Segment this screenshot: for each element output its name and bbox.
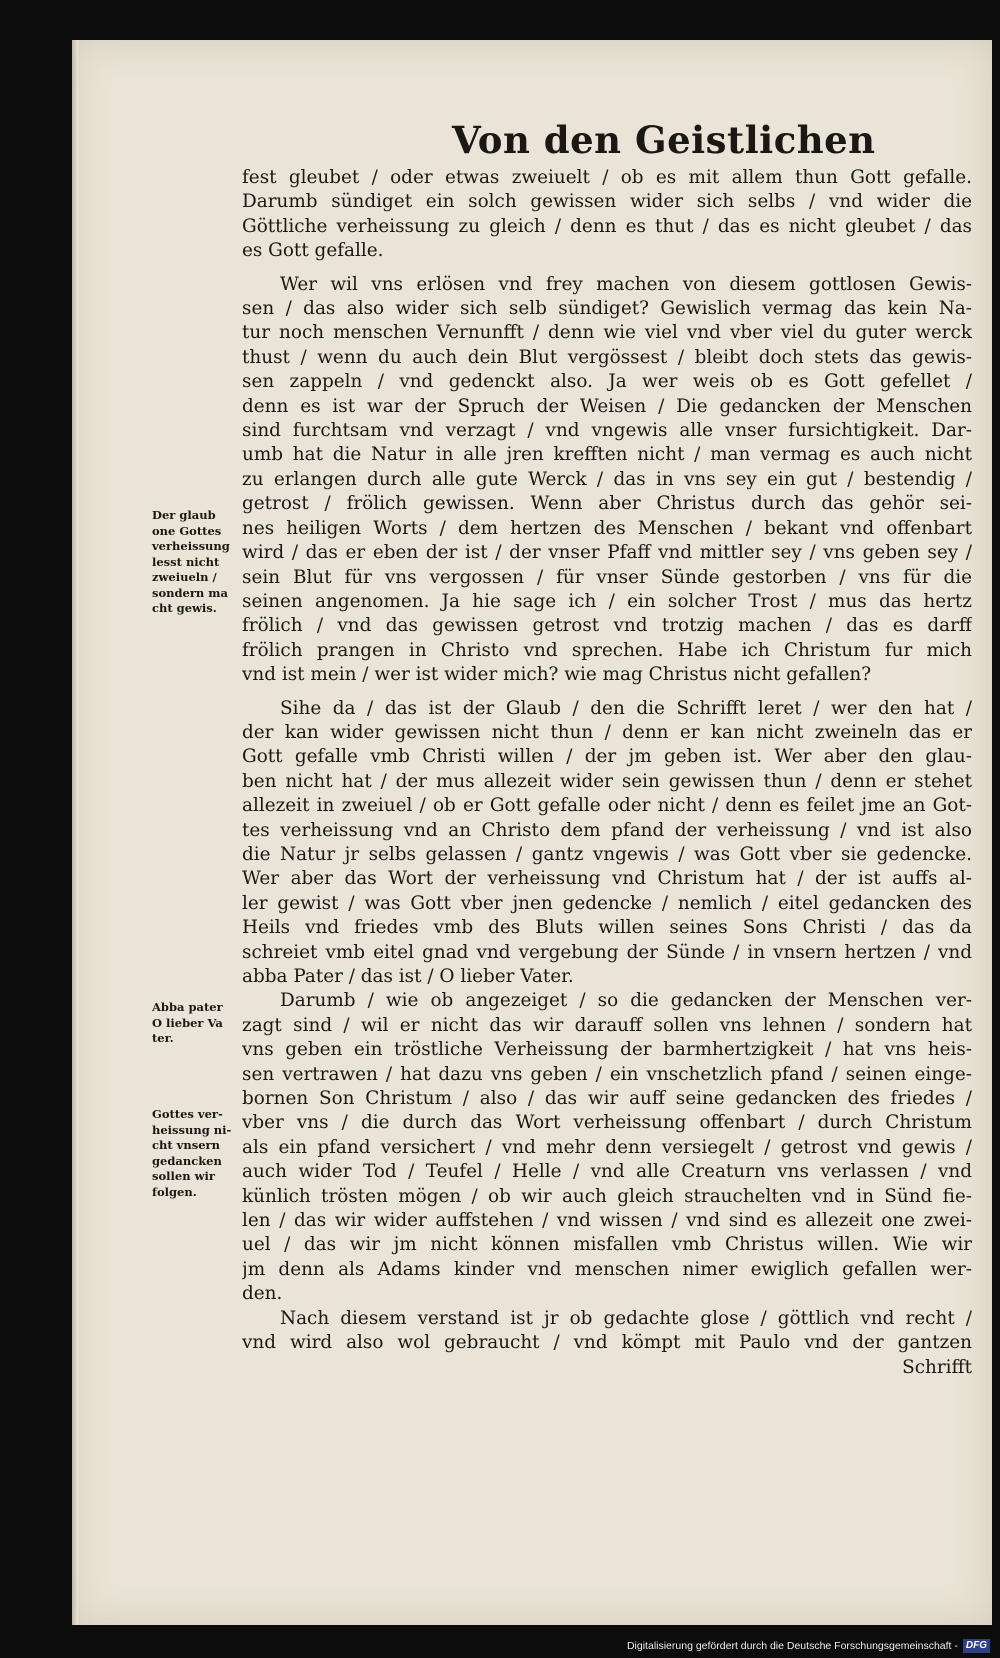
catchword: Schrifft — [902, 1356, 972, 1378]
text-line: Gott gefalle vmb Christi willen / der jm geben ist. Wer aber den glau- — [242, 746, 972, 768]
running-head: Von den Geistlichen — [452, 118, 876, 162]
text-line: sein Blut für vns vergossen / für vnser Sünde gestorben / vns für die — [242, 566, 972, 588]
margin-note-line: ter. — [152, 1031, 174, 1045]
text-line: künlich trösten mögen / ob wir auch gleich strauchelten vnd in Sünd fie- — [242, 1185, 972, 1207]
text-line: ben nicht hat / der mus allezeit wider sein gewissen thun / denn er stehet — [242, 770, 972, 792]
margin-note-line: zweiueln / — [152, 570, 217, 584]
margin-note-line: O lieber Va — [152, 1015, 223, 1030]
margin-note-line: heissung ni- — [152, 1122, 232, 1137]
margin-note-line: folgen. — [152, 1184, 197, 1199]
text-line: Heils vnd friedes vmb des Bluts willen seines Sons Christi / das da — [242, 917, 972, 939]
text-line: Darumb sündiget ein solch gewissen wider sich selbs / vnd wider die — [242, 191, 972, 213]
text-line: nes heiligen Worts / dem hertzen des Menschen / bekant vnd offenbart — [242, 517, 972, 539]
margin-note-line: gedancken — [152, 1153, 222, 1168]
text-line: Wer wil vns erlösen vnd frey machen von diesem gottlosen Gewis- — [280, 273, 972, 295]
text-line: auch wider Tod / Teufel / Helle / vnd alle Creaturn vns verlassen / vnd — [242, 1161, 972, 1183]
margin-note-line: one Gottes — [152, 523, 222, 538]
funding-credit-text: Digitalisierung gefördert durch die Deutsche Forschungsgemeinschaft - — [626, 1640, 958, 1652]
margin-note-line: cht gewis. — [152, 601, 217, 615]
text-line: allezeit in zweiuel / ob er Gott gefalle oder nicht / denn es feilet jme an Got- — [242, 795, 972, 817]
text-line: thust / wenn du auch dein Blut vergössest / bleibt doch stets das gewis- — [242, 346, 972, 368]
text-line: getrost / frölich gewissen. Wenn aber Christus durch das gehör sei- — [242, 493, 972, 515]
text-line: den. — [242, 1283, 283, 1305]
main-text-block — [242, 166, 972, 1380]
page-binding-edge — [72, 40, 78, 1625]
text-line: schreiet vmb eitel gnad vnd vergebung der Sünde / in vnsern hertzen / vnd — [242, 941, 972, 963]
paragraph-gap — [242, 264, 972, 273]
margin-note-line: Gottes ver- — [152, 1107, 223, 1121]
paragraph-gap — [242, 688, 972, 697]
funding-footer — [627, 1638, 990, 1654]
text-line: bornen Son Christum / also / das wir auff seine gedancken des friedes / — [242, 1088, 972, 1110]
text-line: seinen angenomen. Ja hie sage ich / ein solcher Trost / mus das hertz — [242, 590, 972, 612]
text-line: uel / das wir jm nicht können misfallen vmb Christus willen. Wie wir — [242, 1234, 972, 1256]
text-line: vnd ist mein / wer ist wider mich? wie mag Christus nicht gefallen? — [242, 664, 872, 686]
text-line: als ein pfand versichert / vnd mehr denn versiegelt / getrost vnd gewis / — [242, 1136, 972, 1158]
margin-note-abba-pater — [152, 1000, 244, 1047]
text-line: wird / das er eben der ist / der vnser Pfaff vnd mittler sey / vns geben sey / — [242, 542, 972, 564]
text-line: umb hat die Natur in alle jren krefften nicht / man vermag es auch nicht — [242, 444, 972, 466]
text-line: tes verheissung vnd an Christo dem pfand der verheissung / vnd ist also — [242, 819, 972, 841]
margin-note-line: lesst nicht — [152, 554, 220, 569]
text-line: die Natur jr selbs gelassen / gantz vngewis / was Gott vber sie gedencke. — [242, 843, 972, 865]
margin-note-line: verheissung — [152, 539, 230, 553]
text-line: Wer aber das Wort der verheissung vnd Christum hat / der ist auffs al- — [242, 868, 972, 890]
text-line: der kan wider gewissen nicht thun / denn er kan nicht zweineln das er — [242, 721, 972, 743]
margin-note-line: cht vnsern — [152, 1138, 220, 1152]
text-line: sen vertrawen / hat dazu vns geben / ein vnschetzlich pfand / seinen einge- — [242, 1063, 972, 1085]
text-line: zu erlangen durch alle gute Werck / das in vns sey ein gut / bestendig / — [242, 468, 972, 490]
text-line: Darumb / wie ob angezeiget / so die gedancken der Menschen ver- — [280, 990, 972, 1012]
text-line: jm denn als Adams kinder vnd menschen nimer ewiglich gefallen wer- — [242, 1258, 972, 1280]
text-line: frölich prangen in Christo vnd sprechen. Habe ich Christum fur mich — [242, 639, 972, 661]
margin-note-faith — [152, 508, 244, 617]
text-line: sen zappeln / vnd gedenckt also. Ja wer weis ob es Gott gefellet / — [242, 371, 972, 393]
text-line: es Gott gefalle. — [242, 240, 384, 262]
text-line: sen / das also wider sich selb sündiget? Gewislich vermag das kein Na- — [242, 298, 972, 320]
text-line: abba Pater / das ist / O lieber Vater. — [242, 966, 574, 987]
text-line: ler gewist / was Gott vber jnen gedencke / nemlich / eitel gedancken des — [242, 892, 972, 914]
text-line: tur noch menschen Vernunfft / denn wie viel vnd vber viel du guter werck — [242, 322, 972, 344]
margin-note-promise — [152, 1107, 244, 1200]
text-line: sind furchtsam vnd verzagt / vnd vngewis alle vnser fursichtigkeit. Dar- — [242, 420, 972, 442]
text-line: vnd wird also wol gebraucht / vnd kömpt mit Paulo vnd der gantzen — [242, 1332, 972, 1354]
margin-note-line: sondern ma — [152, 585, 228, 600]
margin-note-line: Der glaub — [152, 508, 216, 522]
text-line: frölich / vnd das gewissen getrost vnd trotzig machen / das es darff — [242, 615, 972, 637]
text-line: zagt sind / wil er nicht das wir darauff sollen vns lehnen / sondern hat — [242, 1014, 972, 1036]
text-line: Göttliche verheissung zu gleich / denn es thut / das es nicht gleubet / das — [242, 215, 972, 237]
text-line: len / das wir wider auffstehen / vnd wissen / vnd sind es allezeit one zwei- — [242, 1210, 972, 1232]
text-line: Sihe da / das ist der Glaub / den die Schrifft leret / wer den hat / — [280, 697, 972, 719]
margin-note-line: Abba pater — [152, 1000, 223, 1014]
text-line: fest gleubet / oder etwas zweiuelt / ob es mit allem thun Gott gefalle. — [242, 167, 972, 188]
dfg-logo: DFG — [963, 1639, 990, 1653]
margin-note-line: sollen wir — [152, 1169, 215, 1183]
scanned-page — [72, 40, 992, 1625]
text-line: vns geben ein tröstliche Verheissung der barmhertzigkeit / hat vns heis- — [242, 1039, 972, 1061]
text-line: vber vns / die durch das Wort verheissung offenbart / durch Christum — [242, 1112, 972, 1134]
text-line: denn es ist war der Spruch der Weisen / Die gedancken der Menschen — [242, 395, 972, 417]
text-line: Nach diesem verstand ist jr ob gedachte glose / göttlich vnd recht / — [280, 1307, 972, 1329]
